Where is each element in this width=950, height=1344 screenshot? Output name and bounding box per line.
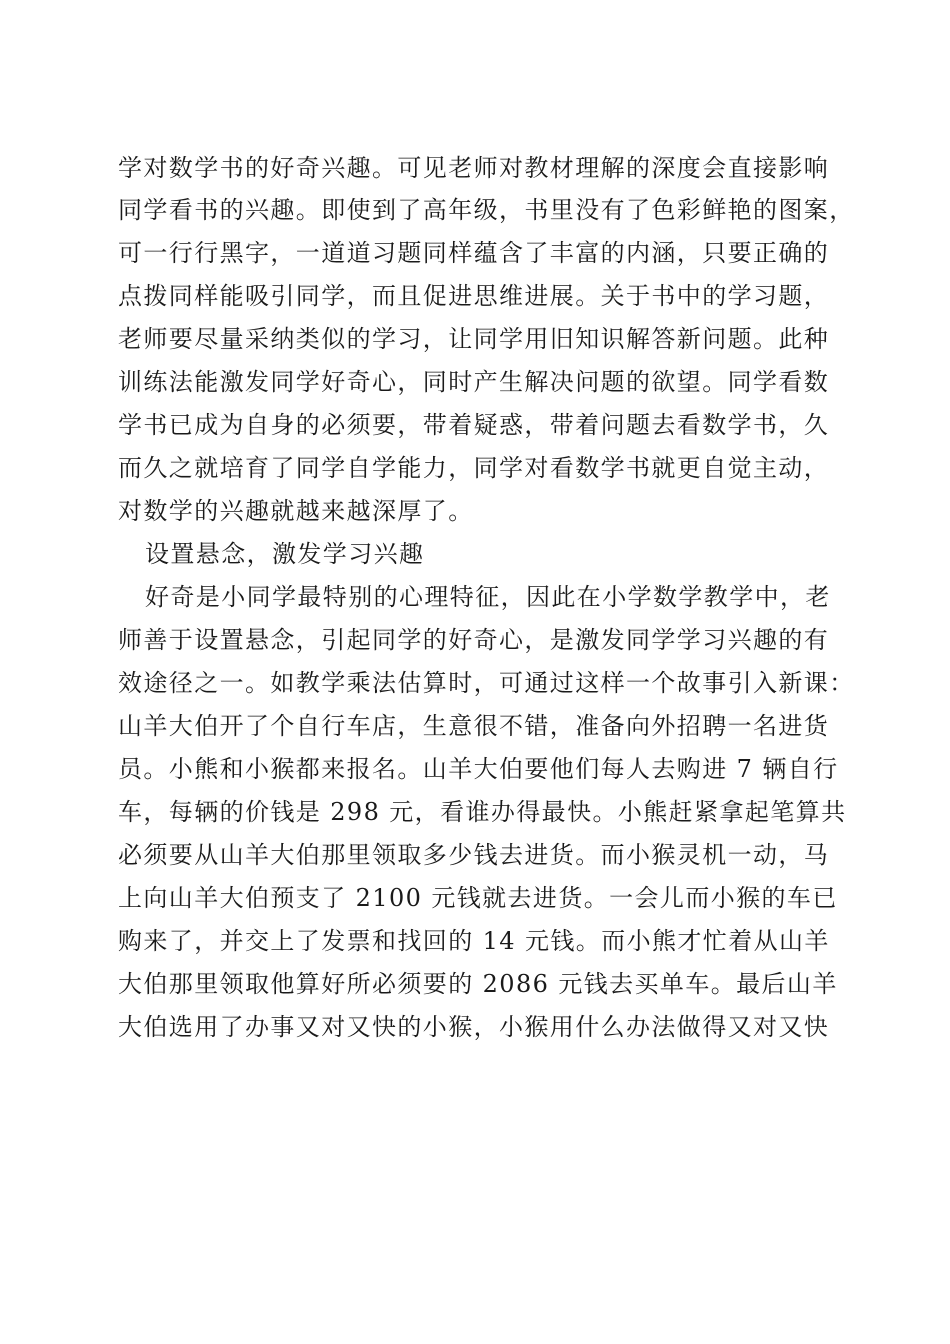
text-line: 购来了，并交上了发票和找回的 14 元钱。而小熊才忙着从山羊: [118, 927, 830, 955]
text-line: 而久之就培育了同学自学能力，同学对看数学书就更自觉主动，: [118, 454, 830, 482]
section-heading: 设置悬念，激发学习兴趣: [145, 540, 425, 568]
text-line: 必须要从山羊大伯那里领取多少钱去进货。而小猴灵机一动，马: [118, 841, 830, 869]
text-line: 车，每辆的价钱是 298 元，看谁办得最快。小熊赶紧拿起笔算共: [118, 798, 847, 826]
text-line: 员。小熊和小猴都来报名。山羊大伯要他们每人去购进 7 辆自行: [118, 755, 839, 783]
text-line: 大伯选用了办事又对又快的小猴，小猴用什么办法做得又对又快: [118, 1013, 830, 1041]
text-line: 老师要尽量采纳类似的学习，让同学用旧知识解答新问题。此种: [118, 325, 830, 353]
text-line: 上向山羊大伯预支了 2100 元钱就去进货。一会儿而小猴的车已: [118, 884, 838, 912]
text-line: 山羊大伯开了个自行车店，生意很不错，准备向外招聘一名进货: [118, 712, 830, 740]
text-line: 好奇是小同学最特别的心理特征，因此在小学数学教学中，老: [145, 583, 831, 611]
text-line: 可一行行黑字，一道道习题同样蕴含了丰富的内涵，只要正确的: [118, 239, 830, 267]
text-line: 学对数学书的好奇兴趣。可见老师对教材理解的深度会直接影响: [118, 154, 830, 182]
text-line: 师善于设置悬念，引起同学的好奇心，是激发同学学习兴趣的有: [118, 626, 830, 654]
text-line: 训练法能激发同学好奇心，同时产生解决问题的欲望。同学看数: [118, 368, 830, 396]
text-line: 对数学的兴趣就越来越深厚了。: [118, 497, 474, 525]
text-line: 同学看书的兴趣。即使到了高年级，书里没有了色彩鲜艳的图案，: [118, 196, 855, 224]
text-line: 学书已成为自身的必须要，带着疑惑，带着问题去看数学书，久: [118, 411, 830, 439]
text-line: 大伯那里领取他算好所必须要的 2086 元钱去买单车。最后山羊: [118, 970, 838, 998]
text-line: 点拨同样能吸引同学，而且促进思维进展。关于书中的学习题，: [118, 282, 830, 310]
text-line: 效途径之一。如教学乘法估算时，可通过这样一个故事引入新课：: [118, 669, 855, 697]
